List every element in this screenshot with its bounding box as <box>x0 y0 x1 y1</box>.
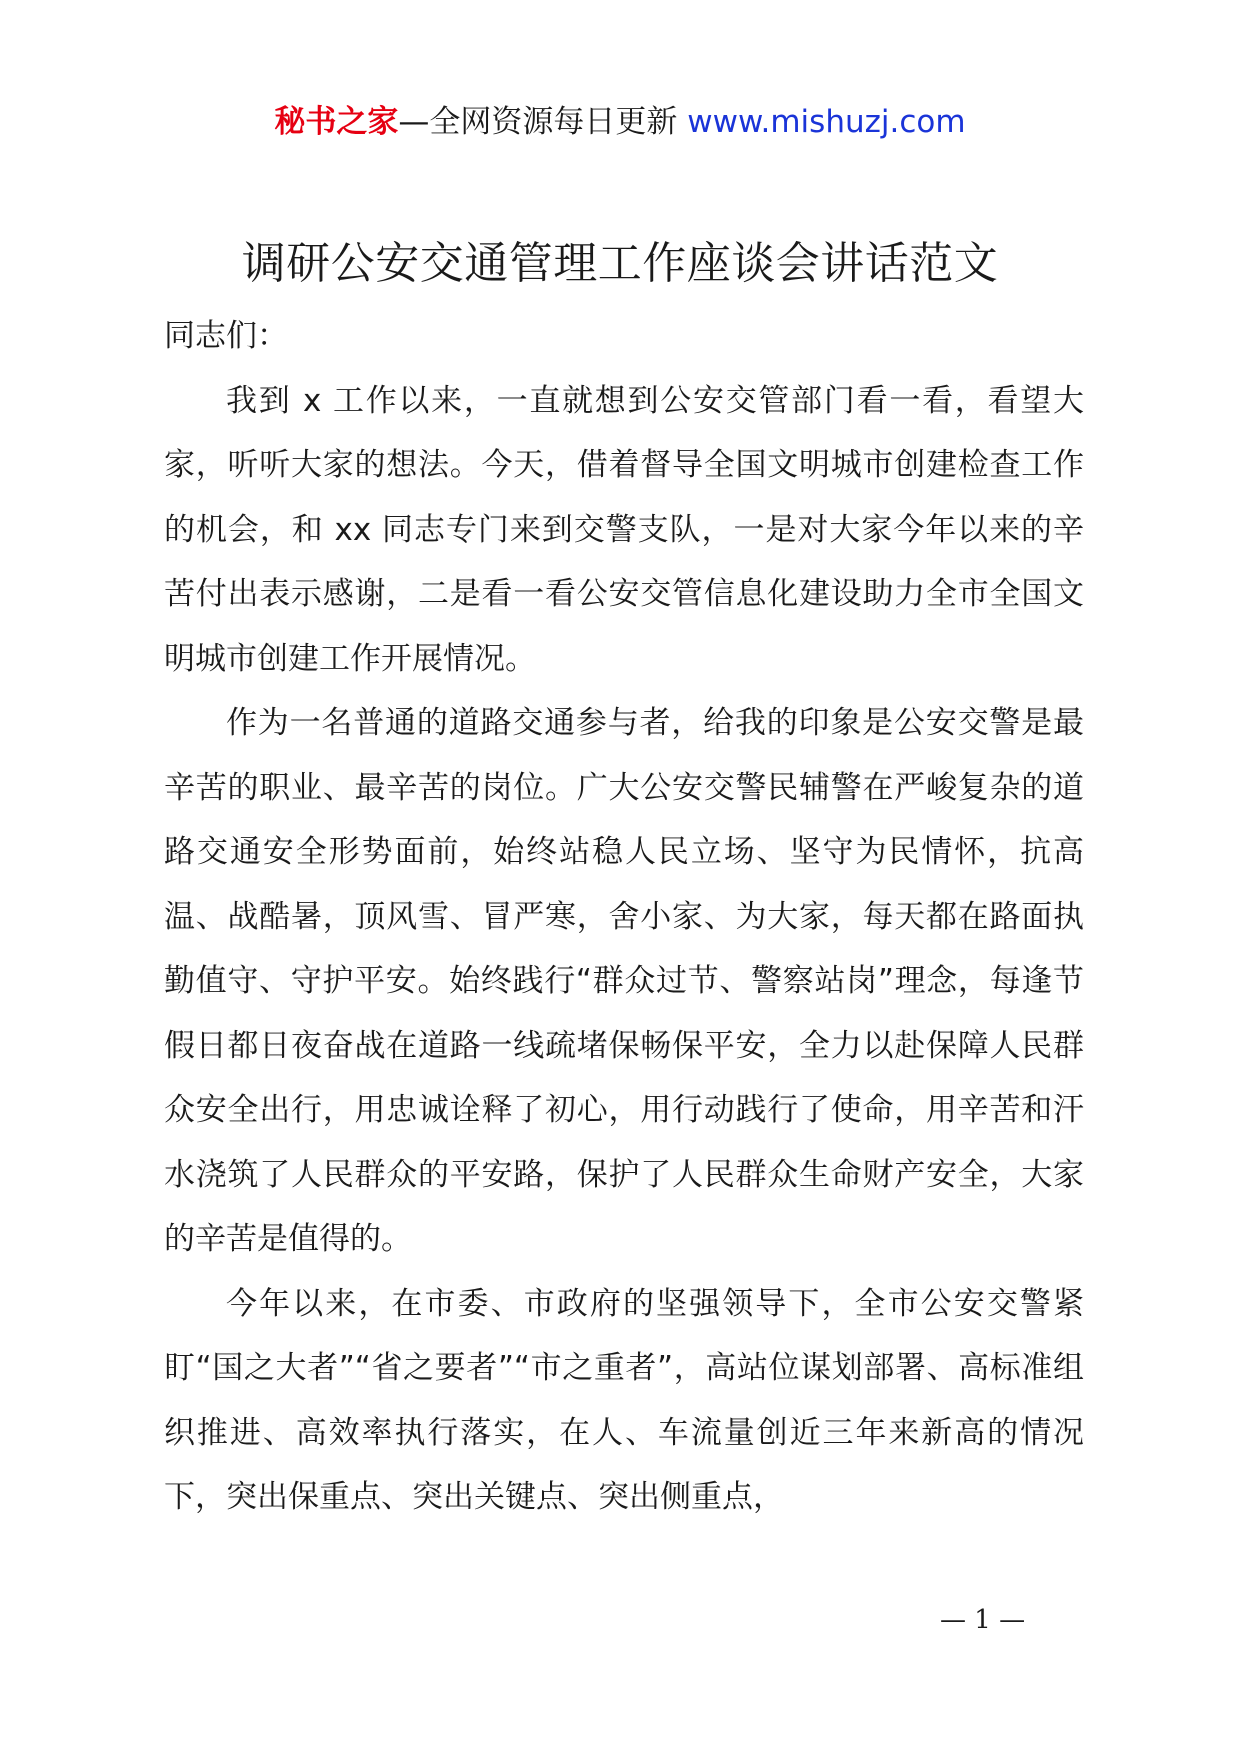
document-body <box>164 304 1084 1530</box>
page-number: — 1 — <box>940 1605 1026 1635</box>
header-slogan: —全网资源每日更新 <box>398 104 688 140</box>
brand-name: 秘书之家 <box>274 104 399 140</box>
site-header <box>0 100 1240 144</box>
document-title: 调研公安交通管理工作座谈会讲话范文 <box>241 238 999 289</box>
paragraph: 我到 x 工作以来，一直就想到公安交管部门看一看，看望大家，听听大家的想法。今天，借着督导全国文明城市创建检查工作的机会，和 xx 同志专门来到交警支队，一是对大家今年以来的辛苦付出表示感谢，二是看一看公安交管信息化建设助力全市全国文明城市创建工作开展情况。 <box>164 382 1084 677</box>
paragraph: 今年以来，在市委、市政府的坚强领导下，全市公安交警紧盯“国之大者”“省之要者”“市之重者”，高站位谋划部署、高标准组织推进、高效率执行落实，在人、车流量创近三年来新高的情况下，突出保重点、突出关键点、突出侧重点， <box>164 1285 1084 1515</box>
greeting: 同志们： <box>164 318 288 354</box>
site-url[interactable]: www.mishuzj.com <box>687 104 966 140</box>
paragraph: 作为一名普通的道路交通参与者，给我的印象是公安交警是最辛苦的职业、最辛苦的岗位。广大公安交警民辅警在严峻复杂的道路交通安全形势面前，始终站稳人民立场、坚守为民情怀，抗高温、战酷暑，顶风雪、冒严寒，舍小家、为大家，每天都在路面执勤值守、守护平安。始终践行“群众过节、警察站岗”理念，每逢节假日都日夜奋战在道路一线疏堵保畅保平安，全力以赴保障人民群众安全出行，用忠诚诠释了初心，用行动践行了使命，用辛苦和汗水浇筑了人民群众的平安路，保护了人民群众生命财产安全，大家的辛苦是值得的。 <box>164 705 1084 1257</box>
